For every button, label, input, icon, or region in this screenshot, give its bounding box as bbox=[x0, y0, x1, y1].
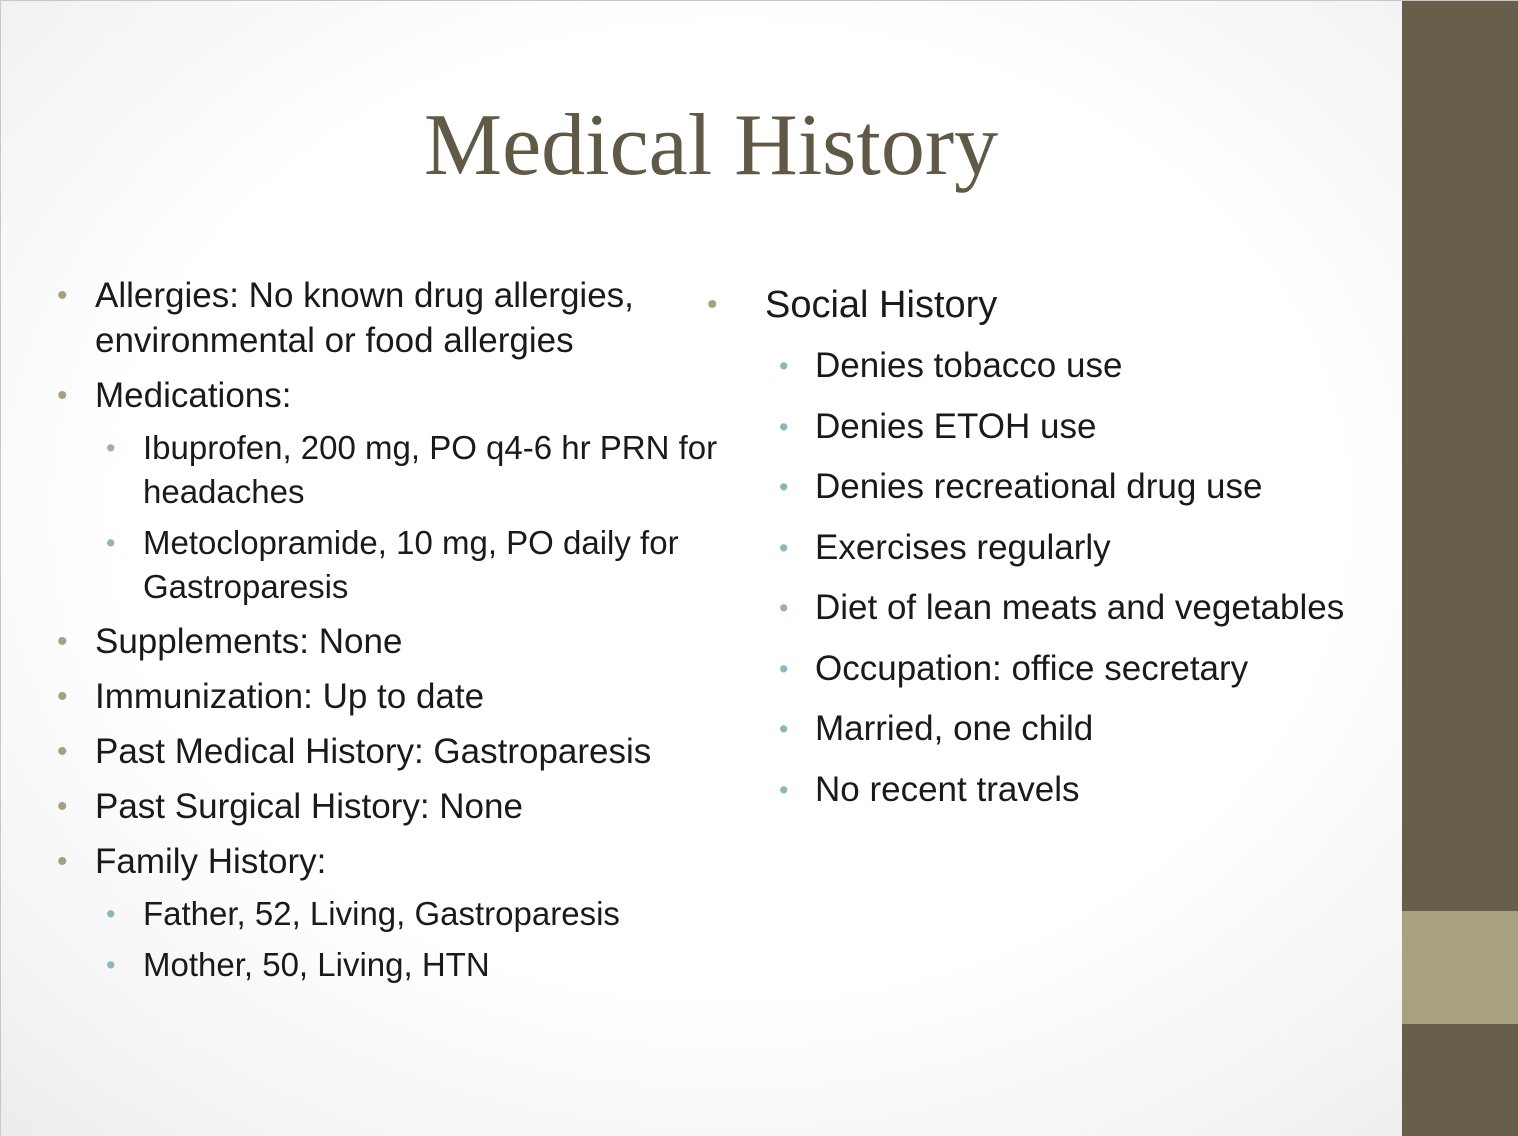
past-surgical-history-item bbox=[53, 784, 733, 829]
social-history-text: No recent travels bbox=[815, 769, 1080, 809]
allergies-text: Allergies: No known drug allergies, environmental or food allergies bbox=[95, 276, 634, 360]
social-history-item bbox=[707, 464, 1407, 510]
sub-bullet-icon: • bbox=[779, 714, 789, 744]
family-member-text: Father, 52, Living, Gastroparesis bbox=[143, 895, 620, 932]
sub-bullet-icon: • bbox=[106, 950, 116, 980]
family-member-text: Mother, 50, Living, HTN bbox=[143, 946, 490, 983]
medication-item bbox=[53, 426, 733, 514]
supplements-text: Supplements: None bbox=[95, 622, 403, 661]
social-history-item bbox=[707, 646, 1407, 692]
sub-bullet-icon: • bbox=[106, 433, 116, 463]
bullet-icon: • bbox=[57, 680, 68, 713]
social-history-heading-text: Social History bbox=[765, 284, 998, 326]
sub-bullet-icon: • bbox=[779, 472, 789, 502]
bullet-icon: • bbox=[57, 625, 68, 658]
social-history-item bbox=[707, 525, 1407, 571]
social-history-text: Denies tobacco use bbox=[815, 346, 1123, 385]
sub-bullet-icon: • bbox=[779, 411, 789, 442]
sub-bullet-icon: • bbox=[779, 653, 789, 684]
family-member-item bbox=[53, 943, 733, 987]
medications-sub-list bbox=[53, 426, 733, 609]
sub-bullet-icon: • bbox=[106, 899, 116, 929]
immunization-text: Immunization: Up to date bbox=[95, 677, 485, 716]
bullet-icon: • bbox=[57, 379, 68, 412]
immunization-item bbox=[53, 674, 733, 719]
medications-label: Medications: bbox=[95, 376, 292, 415]
medication-item bbox=[53, 521, 733, 609]
social-history-text: Denies recreational drug use bbox=[815, 467, 1263, 506]
family-history-label: Family History: bbox=[95, 842, 327, 881]
supplements-item bbox=[53, 619, 733, 664]
sub-bullet-icon: • bbox=[779, 532, 789, 563]
bullet-icon: • bbox=[57, 279, 68, 312]
allergies-item bbox=[53, 273, 733, 363]
left-column bbox=[53, 273, 733, 997]
medication-text: Metoclopramide, 10 mg, PO daily for Gastroparesis bbox=[143, 524, 679, 605]
social-history-list bbox=[707, 281, 1407, 813]
bullet-icon: • bbox=[707, 288, 718, 321]
bullet-icon: • bbox=[57, 735, 68, 768]
family-history-sub-list bbox=[53, 892, 733, 987]
bullet-icon: • bbox=[57, 845, 68, 878]
bullet-icon: • bbox=[57, 790, 68, 823]
sub-bullet-icon: • bbox=[779, 351, 789, 381]
side-decoration-accent bbox=[1402, 911, 1518, 1024]
past-medical-history-text: Past Medical History: Gastroparesis bbox=[95, 732, 652, 771]
social-history-item bbox=[707, 585, 1407, 631]
social-history-text: Denies ETOH use bbox=[815, 406, 1097, 446]
social-history-text: Diet of lean meats and vegetables bbox=[815, 588, 1345, 627]
social-history-item bbox=[707, 767, 1407, 813]
social-history-heading bbox=[707, 281, 1407, 329]
slide-title: Medical History bbox=[423, 97, 999, 194]
sub-bullet-icon: • bbox=[779, 774, 789, 805]
right-column bbox=[707, 281, 1407, 827]
left-bullet-list bbox=[53, 273, 733, 987]
medication-text: Ibuprofen, 200 mg, PO q4-6 hr PRN for headaches bbox=[143, 429, 718, 510]
social-history-text: Occupation: office secretary bbox=[815, 648, 1249, 688]
sub-bullet-icon: • bbox=[779, 593, 789, 623]
social-history-text: Married, one child bbox=[815, 709, 1094, 748]
sub-bullet-icon: • bbox=[106, 528, 116, 558]
family-member-item bbox=[53, 892, 733, 936]
family-history-item bbox=[53, 839, 733, 987]
social-history-item bbox=[707, 343, 1407, 389]
social-history-item bbox=[707, 404, 1407, 450]
social-history-item bbox=[707, 706, 1407, 752]
past-surgical-history-text: Past Surgical History: None bbox=[95, 787, 523, 826]
past-medical-history-item bbox=[53, 729, 733, 774]
medications-item bbox=[53, 373, 733, 609]
social-history-text: Exercises regularly bbox=[815, 527, 1111, 567]
